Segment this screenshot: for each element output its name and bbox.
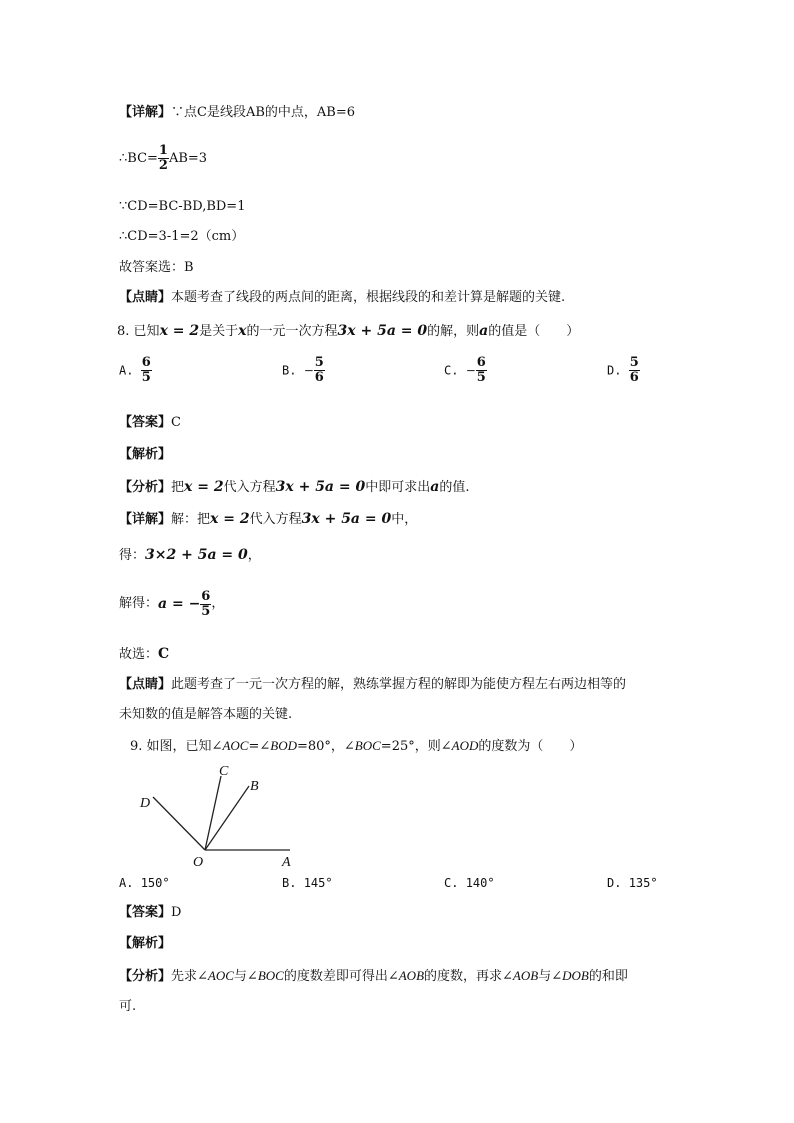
math-var-a: a (430, 479, 440, 495)
q8-text: 是关于 (199, 324, 239, 339)
analysis-text: 先求∠ (171, 969, 208, 984)
because-symbol: ∵ (119, 199, 128, 214)
angle-bod: BOD (270, 738, 297, 753)
detail-text: 代入方程 (249, 512, 302, 527)
analysis-text: 代入方程 (223, 480, 276, 495)
comment-label: 【点睛】 (119, 290, 172, 305)
detail-line (119, 104, 355, 122)
option-fraction (141, 356, 152, 385)
analysis-text: 与∠ (538, 969, 563, 984)
de-text: ， (247, 548, 261, 563)
option-value: 150° (140, 876, 170, 890)
option-a[interactable] (119, 876, 170, 890)
because-symbol: ∵ (171, 105, 185, 120)
q8-text: 的一元一次方程 (246, 324, 338, 339)
option-label: A. (119, 876, 134, 890)
choose-8 (119, 645, 169, 664)
question-number: 9. (130, 739, 143, 754)
math-x-equals-2: x = 2 (210, 511, 250, 527)
fraction-numerator: 6 (476, 355, 486, 370)
fraction-denominator: 5 (476, 370, 486, 385)
cd-result-text: CD=3-1=2（cm） (127, 229, 245, 244)
solve-text: 解得： (119, 596, 159, 611)
analysis-9-line1 (119, 967, 628, 986)
fraction-numerator: 1 (158, 143, 168, 158)
ray-od (153, 797, 205, 850)
de-text: 得： (119, 548, 146, 563)
analysis-text: 与∠ (233, 969, 258, 984)
option-label: B. (282, 876, 297, 890)
option-fraction (314, 356, 325, 385)
analysis-label: 【分析】 (119, 969, 172, 984)
angle-boc: BOC (354, 738, 381, 753)
option-value: 135° (628, 876, 658, 890)
comment-8-line1 (119, 676, 626, 694)
q9-text: =∠ (248, 739, 271, 754)
detail-label: 【详解】 (119, 105, 172, 120)
analysis-text: 的度数差即可得出∠ (283, 969, 399, 984)
label-d: D (140, 796, 151, 811)
fraction-denominator: 6 (629, 370, 639, 385)
cd-line (119, 198, 245, 216)
detail-text: 中， (391, 512, 418, 527)
detail-label: 【详解】 (119, 512, 172, 527)
q8-text: 已知 (133, 324, 160, 339)
option-value: 145° (303, 876, 333, 890)
comment-8-line2: 未知数的值是解答本题的关键. (119, 707, 293, 722)
option-value: 140° (465, 876, 495, 890)
option-label: D. (607, 363, 622, 378)
comment-label: 【点睛】 (119, 677, 172, 692)
analysis-9-line2: 可. (119, 999, 137, 1014)
jiexi-8: 【解析】 (119, 447, 172, 462)
q9-text: 如图，已知∠ (146, 739, 223, 754)
comment-text: 此题考查了一元一次方程的解，熟练掌握方程的解即为能使方程左右两边相等的 (171, 677, 627, 692)
math-var-a: a (479, 323, 489, 339)
cd-text: CD=BC-BD,BD=1 (127, 199, 246, 214)
cd-result-line (119, 228, 244, 246)
detail-text: 解：把 (171, 512, 211, 527)
option-sign: − (303, 363, 314, 378)
math-var-x: x (238, 323, 247, 339)
solve-8 (119, 586, 224, 623)
answer-value: D (171, 905, 182, 920)
q9-text: =80°，∠ (296, 739, 355, 754)
fraction-denominator: 2 (158, 158, 168, 173)
fraction-denominator: 5 (141, 370, 151, 385)
label-o: O (193, 855, 204, 870)
analysis-text: 的和即 (588, 969, 628, 984)
angle-aoc: AOC (222, 738, 249, 753)
answer-label: 【答案】 (119, 415, 172, 430)
answer-label: 【答案】 (119, 905, 172, 920)
choose-value: C (158, 646, 170, 662)
option-fraction (476, 356, 487, 385)
option-c[interactable] (444, 876, 495, 890)
fraction-numerator: 5 (314, 355, 324, 370)
therefore-symbol: ∴ (119, 229, 128, 244)
angle-aoc: AOC (207, 968, 234, 983)
therefore-symbol: ∴ (119, 151, 128, 166)
angle-aob: AOB (398, 968, 425, 983)
bc-suffix: AB=3 (168, 151, 208, 166)
answer-line-7: 故答案选：B (119, 260, 194, 275)
question-8 (117, 322, 579, 341)
fraction-numerator: 6 (141, 355, 151, 370)
detail-8 (119, 510, 417, 529)
option-label: B. (282, 363, 297, 378)
question-9 (130, 737, 582, 756)
comment-line-7 (119, 289, 565, 307)
math-x-equals-2: x = 2 (159, 323, 200, 339)
option-fraction (629, 356, 640, 385)
answer-9 (119, 904, 181, 922)
option-c[interactable] (444, 356, 487, 385)
solution-fraction (200, 590, 211, 619)
option-label: C. (444, 363, 459, 378)
angle-aob: AOB (512, 968, 539, 983)
analysis-text: 的值. (439, 480, 470, 495)
option-a[interactable] (119, 356, 152, 385)
q9-text: =25°，则∠ (380, 739, 452, 754)
comment-text: 本题考查了线段的两点间的距离，根据线段的和差计算是解题的关键. (171, 290, 566, 305)
analysis-text: 把 (171, 480, 185, 495)
option-d[interactable] (607, 356, 640, 385)
de-8 (119, 546, 261, 565)
math-equation: 3x + 5a = 0 (275, 479, 366, 495)
fraction-denominator: 6 (314, 370, 324, 385)
q8-text: 的解，则 (427, 324, 480, 339)
math-a-equals: a = − (158, 596, 201, 612)
detail-text: 点C是线段AB的中点，AB=6 (184, 105, 356, 120)
option-label: D. (607, 876, 622, 890)
label-b: B (250, 779, 259, 794)
analysis-label: 【分析】 (119, 480, 172, 495)
fraction-denominator: 5 (201, 603, 211, 619)
label-c: C (219, 764, 229, 779)
angle-dob: DOB (562, 968, 589, 983)
analysis-text: 的度数，再求∠ (424, 969, 513, 984)
label-a: A (282, 855, 291, 870)
answer-8 (119, 414, 181, 432)
math-x-equals-2: x = 2 (184, 479, 224, 495)
analysis-text: 中即可求出 (365, 480, 431, 495)
angle-aod: AOD (451, 738, 479, 753)
option-sign: − (465, 363, 476, 378)
option-b[interactable] (282, 876, 333, 890)
option-d[interactable] (607, 876, 658, 890)
choose-text: 故选： (119, 647, 159, 662)
fraction-numerator: 6 (201, 588, 211, 604)
math-equation: 3x + 5a = 0 (301, 511, 392, 527)
analysis-8 (119, 478, 469, 497)
solve-text: ， (211, 596, 225, 611)
option-label: C. (444, 876, 459, 890)
jiexi-9: 【解析】 (119, 936, 172, 951)
math-equation: 3×2 + 5a = 0 (145, 547, 248, 563)
answer-value: C (171, 415, 181, 430)
q8-text: 的值是（ ） (488, 324, 580, 339)
math-equation: 3x + 5a = 0 (337, 323, 428, 339)
bc-prefix: BC= (127, 151, 158, 166)
q9-text: 的度数为（ ） (478, 739, 583, 754)
option-label: A. (119, 363, 134, 378)
question-number: 8. (117, 324, 130, 339)
fraction-numerator: 5 (629, 355, 639, 370)
angle-boc: BOC (257, 968, 284, 983)
bc-line (119, 142, 207, 176)
angle-figure (130, 760, 300, 870)
half-fraction (158, 144, 169, 173)
option-b[interactable] (282, 356, 325, 385)
